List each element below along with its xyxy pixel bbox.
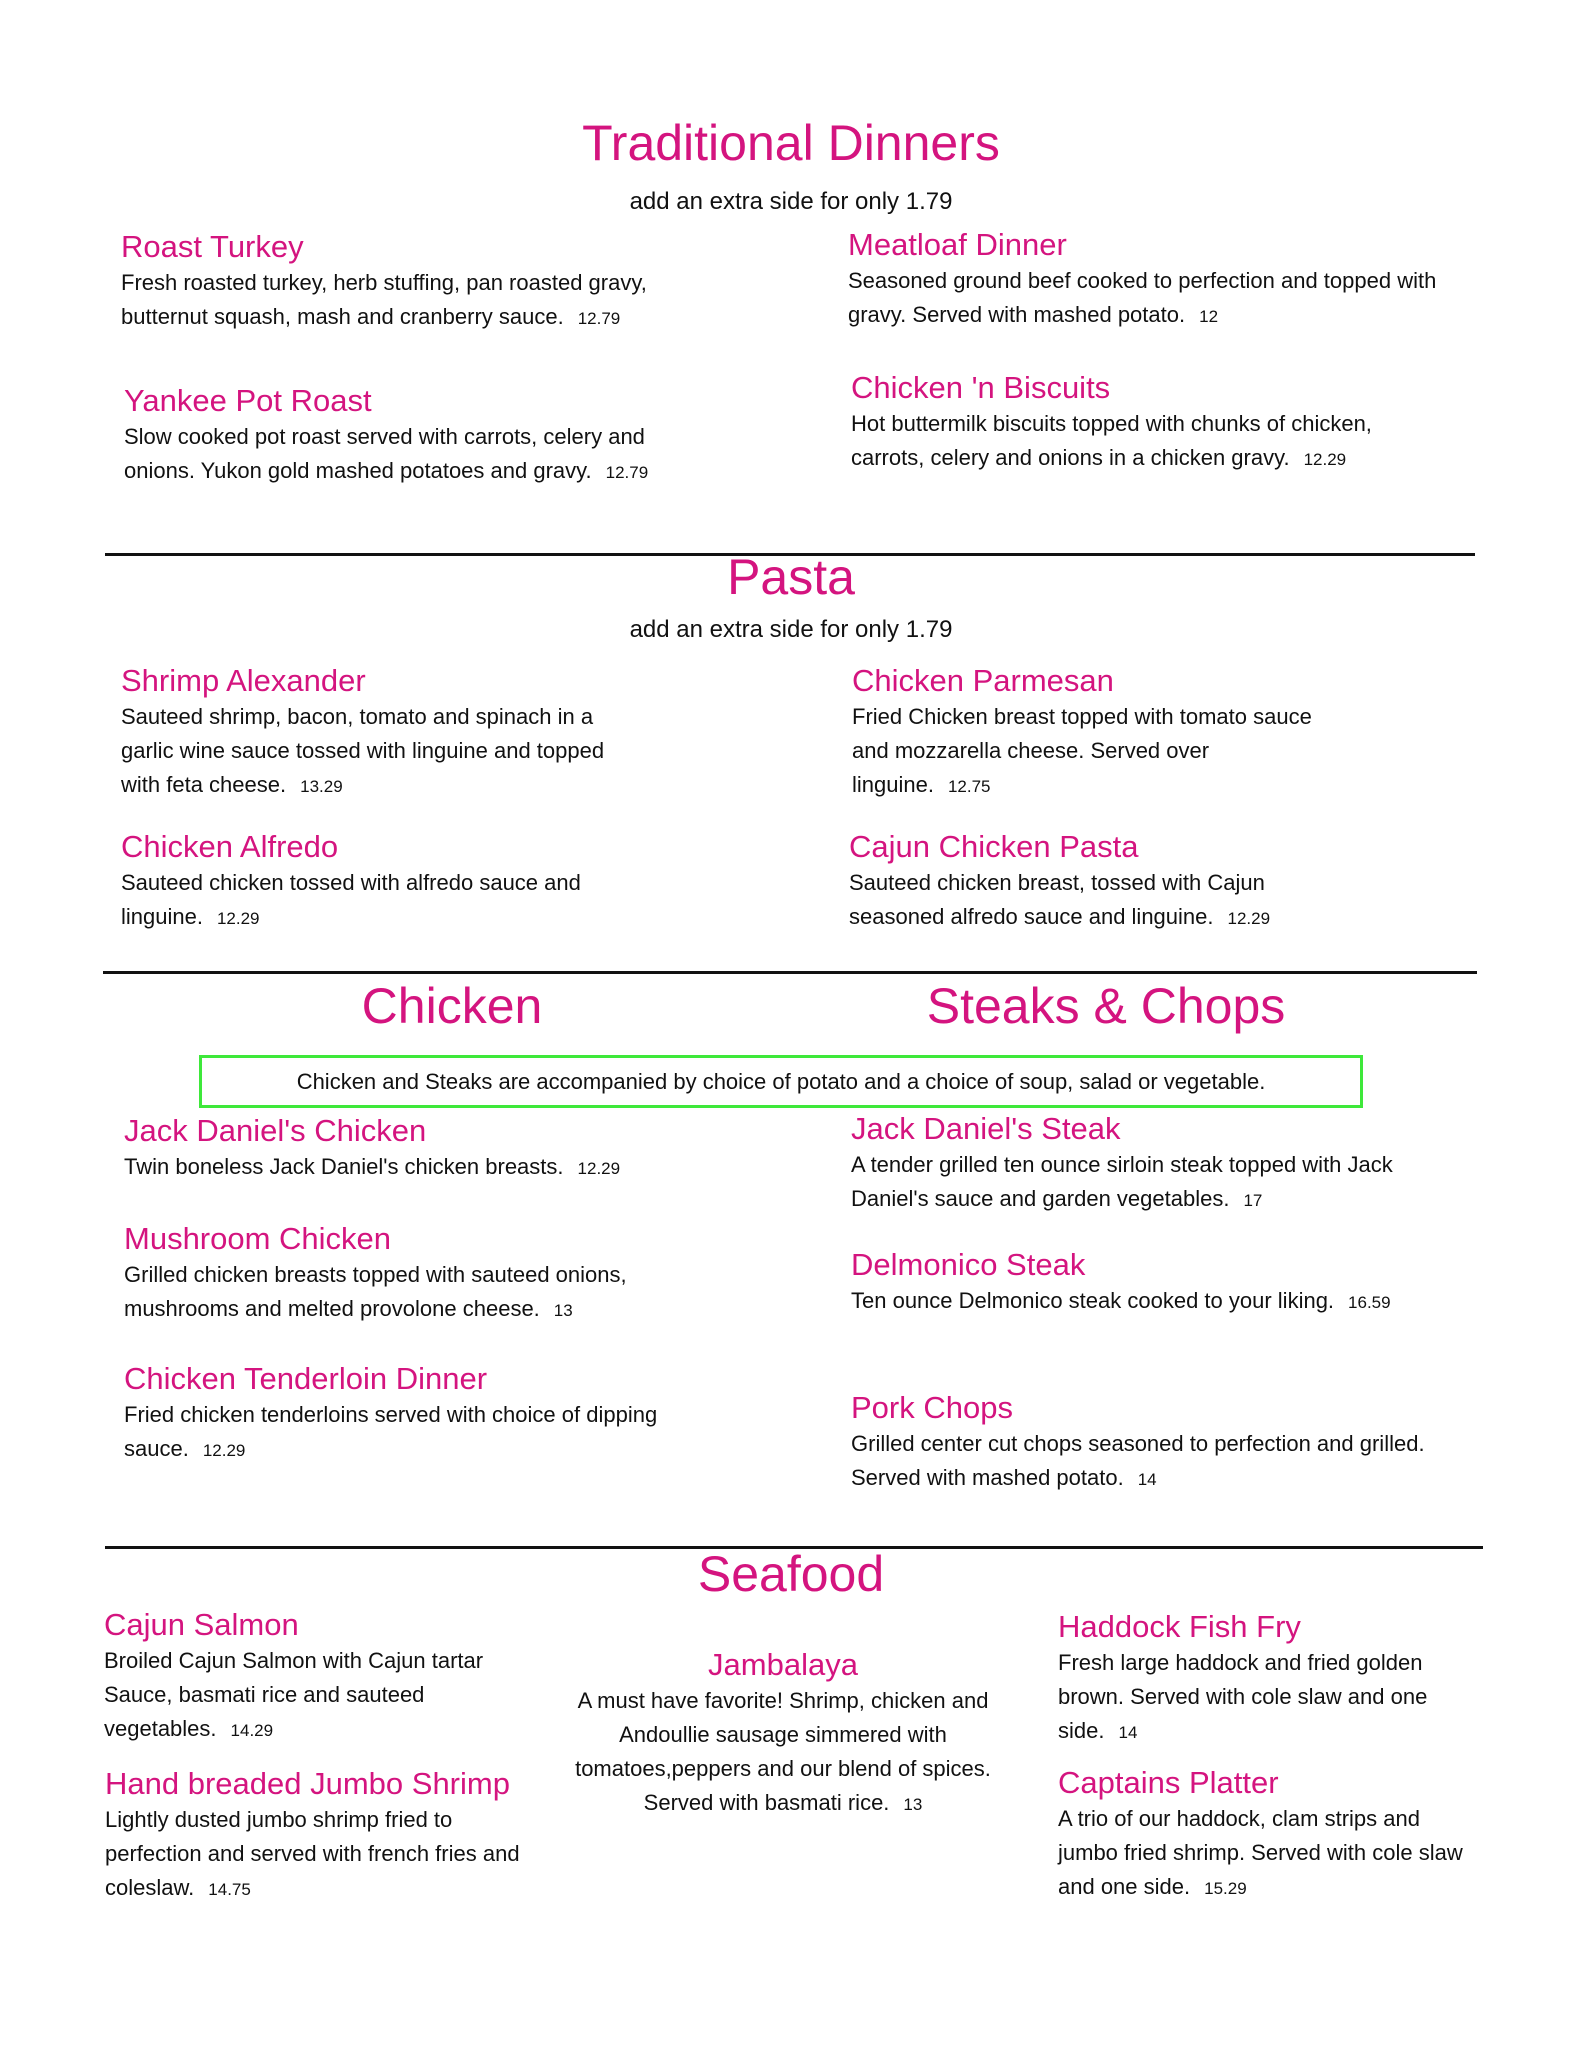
item-description: Lightly dusted jumbo shrimp fried to perfection and served with french fries and coleslaw. 14.75 xyxy=(105,1807,520,1900)
item-name: Meatloaf Dinner xyxy=(848,227,1067,262)
menu-item xyxy=(851,1110,1451,1218)
item-name: Jambalaya xyxy=(708,1647,858,1682)
item-description: A tender grilled ten ounce sirloin steak topped with Jack Daniel's sauce and garden vegetables. 17 xyxy=(851,1152,1393,1211)
item-name: Delmonico Steak xyxy=(851,1247,1086,1282)
item-description: Grilled chicken breasts topped with sauteed onions, mushrooms and melted provolone cheese. 13 xyxy=(124,1262,627,1321)
menu-item xyxy=(124,1220,684,1328)
item-description: Fresh roasted turkey, herb stuffing, pan roasted gravy, butternut squash, mash and cranberry sauce. 12.79 xyxy=(121,270,647,329)
item-price: 16.59 xyxy=(1348,1293,1391,1312)
menu-item xyxy=(124,1360,724,1468)
item-name: Chicken 'n Biscuits xyxy=(851,370,1111,405)
section-divider xyxy=(103,971,1477,974)
item-description: Grilled center cut chops seasoned to perfection and grilled. Served with mashed potato. 14 xyxy=(851,1431,1425,1490)
item-description: Twin boneless Jack Daniel's chicken breasts. 12.29 xyxy=(124,1154,621,1179)
item-name: Hand breaded Jumbo Shrimp xyxy=(105,1766,510,1801)
item-description: Fresh large haddock and fried golden brown. Served with cole slaw and one side. 14 xyxy=(1058,1650,1428,1743)
item-name: Cajun Chicken Pasta xyxy=(849,829,1139,864)
item-description: Sauteed shrimp, bacon, tomato and spinach in a garlic wine sauce tossed with linguine and topped with feta cheese. 13.29 xyxy=(121,704,605,797)
item-description: Broiled Cajun Salmon with Cajun tartar Sauce, basmati rice and sauteed vegetables. 14.29 xyxy=(104,1648,484,1741)
item-description: Fried chicken tenderloins served with choice of dipping sauce. 12.29 xyxy=(124,1402,658,1461)
menu-item xyxy=(558,1646,1008,1822)
item-name: Jack Daniel's Chicken xyxy=(124,1113,427,1148)
section-title-steaks: Steaks & Chops xyxy=(926,978,1286,1034)
item-price: 17 xyxy=(1243,1191,1263,1210)
item-description: A must have favorite! Shrimp, chicken and Andoullie sausage simmered with tomatoes,peppers and our blend of spices. Served with basmati rice. 13 xyxy=(575,1688,991,1815)
menu-item xyxy=(849,828,1329,936)
menu-item xyxy=(852,662,1312,804)
item-price: 12.29 xyxy=(202,1441,246,1460)
menu-item xyxy=(851,369,1451,477)
item-description: Sauteed chicken breast, tossed with Cajun seasoned alfredo sauce and linguine. 12.29 xyxy=(849,870,1271,929)
item-price: 12 xyxy=(1199,307,1219,326)
item-description: Ten ounce Delmonico steak cooked to your liking. 16.59 xyxy=(851,1288,1391,1313)
item-description: Hot buttermilk biscuits topped with chunks of chicken, carrots, celery and onions in a chicken gravy. 12.29 xyxy=(851,411,1372,470)
item-name: Captains Platter xyxy=(1058,1765,1279,1800)
item-price: 12.79 xyxy=(605,463,649,482)
menu-item xyxy=(848,226,1448,334)
item-name: Chicken Tenderloin Dinner xyxy=(124,1361,488,1396)
item-price: 12.75 xyxy=(947,777,991,796)
menu-item xyxy=(104,1606,524,1748)
item-name: Pork Chops xyxy=(851,1390,1013,1425)
item-description: Seasoned ground beef cooked to perfection and topped with gravy. Served with mashed potato. 12 xyxy=(848,268,1437,327)
section-title-chicken: Chicken xyxy=(361,978,543,1034)
item-price: 13.29 xyxy=(300,777,343,796)
item-name: Yankee Pot Roast xyxy=(124,383,372,418)
section-title-seafood: Seafood xyxy=(697,1546,885,1602)
menu-item xyxy=(851,1389,1431,1497)
item-name: Roast Turkey xyxy=(121,229,304,264)
item-description: A trio of our haddock, clam strips and jumbo fried shrimp. Served with cole slaw and one side. 15.29 xyxy=(1058,1806,1463,1899)
item-price: 14.75 xyxy=(208,1880,251,1899)
menu-item xyxy=(105,1765,525,1907)
accompaniment-notice: Chicken and Steaks are accompanied by choice of potato and a choice of soup, salad or vegetable. xyxy=(199,1055,1363,1108)
item-name: Cajun Salmon xyxy=(104,1607,299,1642)
item-price: 14.29 xyxy=(230,1721,274,1740)
item-price: 15.29 xyxy=(1204,1879,1247,1898)
item-description: Slow cooked pot roast served with carrots, celery and onions. Yukon gold mashed potatoes and gravy. 12.79 xyxy=(124,424,649,483)
menu-item xyxy=(851,1246,1471,1320)
item-price: 12.29 xyxy=(577,1159,621,1178)
menu-item xyxy=(1058,1764,1478,1906)
item-price: 14 xyxy=(1118,1723,1138,1742)
item-price: 12.29 xyxy=(1227,909,1271,928)
item-price: 12.29 xyxy=(216,909,260,928)
menu-item xyxy=(121,828,661,936)
pasta-subtitle: add an extra side for only 1.79 xyxy=(629,616,953,643)
traditional-subtitle: add an extra side for only 1.79 xyxy=(629,188,953,215)
section-title-pasta: Pasta xyxy=(727,549,855,605)
section-title-traditional: Traditional Dinners xyxy=(582,115,1000,171)
item-price: 13 xyxy=(903,1795,923,1814)
item-price: 12.79 xyxy=(577,309,621,328)
item-name: Jack Daniel's Steak xyxy=(851,1111,1121,1146)
item-name: Mushroom Chicken xyxy=(124,1221,392,1256)
menu-item xyxy=(124,1112,724,1186)
item-name: Chicken Alfredo xyxy=(121,829,339,864)
item-name: Haddock Fish Fry xyxy=(1058,1609,1301,1644)
item-price: 13 xyxy=(553,1301,573,1320)
menu-item xyxy=(121,228,721,336)
item-price: 12.29 xyxy=(1303,450,1347,469)
menu-item xyxy=(124,382,704,490)
item-name: Chicken Parmesan xyxy=(852,663,1114,698)
item-description: Fried Chicken breast topped with tomato sauce and mozzarella cheese. Served over linguine. 12.75 xyxy=(852,704,1312,797)
menu-item xyxy=(1058,1608,1478,1750)
menu-item xyxy=(121,662,621,804)
item-price: 14 xyxy=(1137,1470,1157,1489)
item-name: Shrimp Alexander xyxy=(121,663,366,698)
item-description: Sauteed chicken tossed with alfredo sauce and linguine. 12.29 xyxy=(121,870,581,929)
